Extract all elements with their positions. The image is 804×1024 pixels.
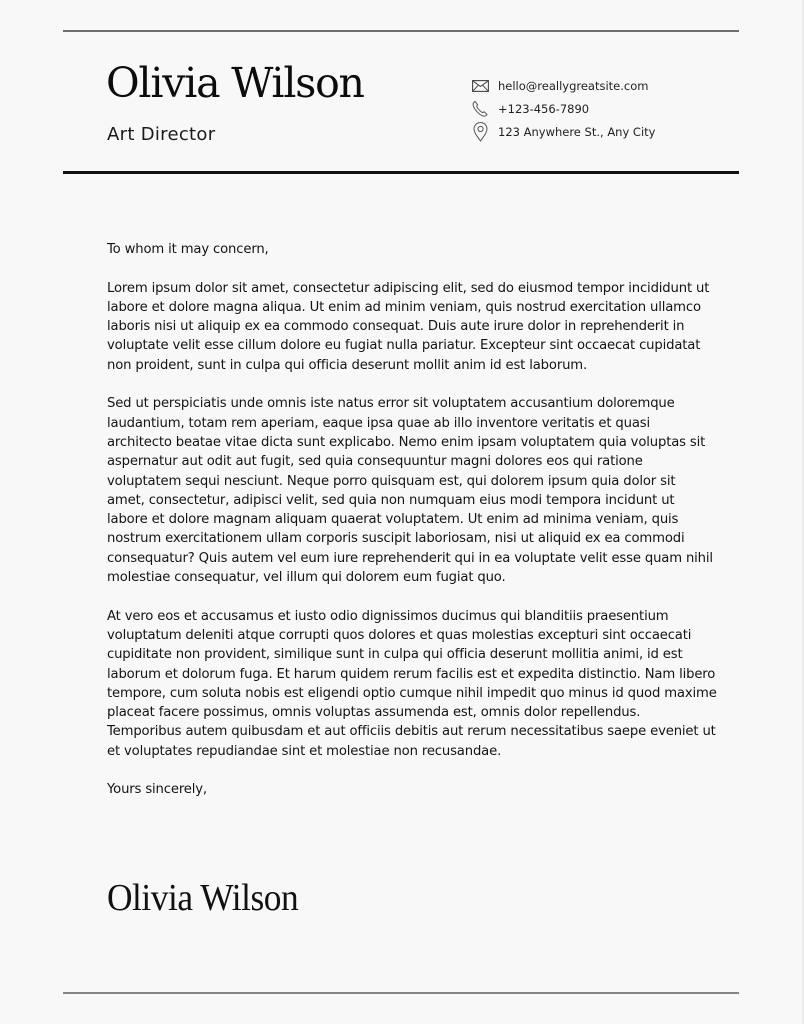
phone-text: +123-456-7890 — [498, 101, 590, 116]
email-text: hello@reallygreatsite.com — [498, 78, 649, 93]
header-job-title: Art Director — [107, 124, 216, 145]
phone-icon — [470, 99, 490, 119]
paragraph-3: At vero eos et accusamus et iusto odio dignissimos ducimus qui blanditiis praesentium voluptatum deleniti atque corrupti quos dolores et quas molestias excepturi sint occaecati cupiditate non provident, similique sunt in culpa qui officia deserunt mollitia animi, id est laborum et dolorum fuga. Et harum quidem rerum facilis est et expedita distinctio. Nam libero tempore, cum soluta nobis est eligendi optio cumque nihil impedit quo minus id quod maxime placeat facere possimus, omnis voluptas assumenda est, omnis dolor repellendus. Temporibus autem quibusdam et aut officiis debitis aut rerum necessitatibus saepe eveniet ut et voluptates repudiandae sint et molestiae non recusandae. — [107, 608, 717, 759]
contact-address — [470, 120, 655, 143]
signature-name: Olivia Wilson — [107, 877, 299, 919]
paragraph-1: Lorem ipsum dolor sit amet, consectetur adipiscing elit, sed do eiusmod tempor incididunt ut labore et dolore magna aliqua. Ut enim ad minim veniam, quis nostrud exercitation ullamco laboris nisi ut aliquip ex ea commodo consequat. Duis aute irure dolor in reprehenderit in voluptate velit esse cillum dolore eu fugiat nulla pariatur. Excepteur sint occaecat cupidatat non proident, sunt in culpa qui officia deserunt mollit anim id est laborum. — [107, 280, 710, 373]
closing: Yours sincerely, — [107, 782, 207, 798]
top-divider — [63, 30, 739, 32]
header-divider — [63, 171, 739, 174]
contact-phone — [470, 97, 655, 120]
letter-body — [107, 240, 717, 819]
envelope-icon — [470, 76, 490, 96]
bottom-divider — [63, 992, 739, 994]
location-pin-icon — [470, 122, 490, 142]
contact-email — [470, 74, 655, 97]
contact-list — [470, 74, 655, 143]
address-text: 123 Anywhere St., Any City — [498, 124, 656, 139]
salutation: To whom it may concern, — [107, 242, 269, 257]
paragraph-2: Sed ut perspiciatis unde omnis iste natus error sit voluptatem accusantium doloremque laudantium, totam rem aperiam, eaque ipsa quae ab illo inventore veritatis et quasi architecto beatae vitae dicta sunt explicabo. Nemo enim ipsam voluptatem quia voluptas sit aspernatur aut odit aut fugit, sed quia consequuntur magni dolores eos qui ratione voluptatem sequi nesciunt. Neque porro quisquam est, qui dolorem ipsum quia dolor sit amet, consectetur, adipisci velit, sed quia non numquam eius modi tempora incidunt ut labore et dolore magnam aliquam quaerat voluptatem. Ut enim ad minima veniam, quis nostrum exercitationem ullam corporis suscipit laboriosam, nisi ut aliquid ex ea commodi consequatur? Quis autem vel eum iure reprehenderit qui in ea voluptate velit esse quam nihil molestiae consequatur, vel illum qui dolorem eum fugiat quo. — [107, 396, 713, 586]
header-name: Olivia Wilson — [106, 59, 364, 107]
